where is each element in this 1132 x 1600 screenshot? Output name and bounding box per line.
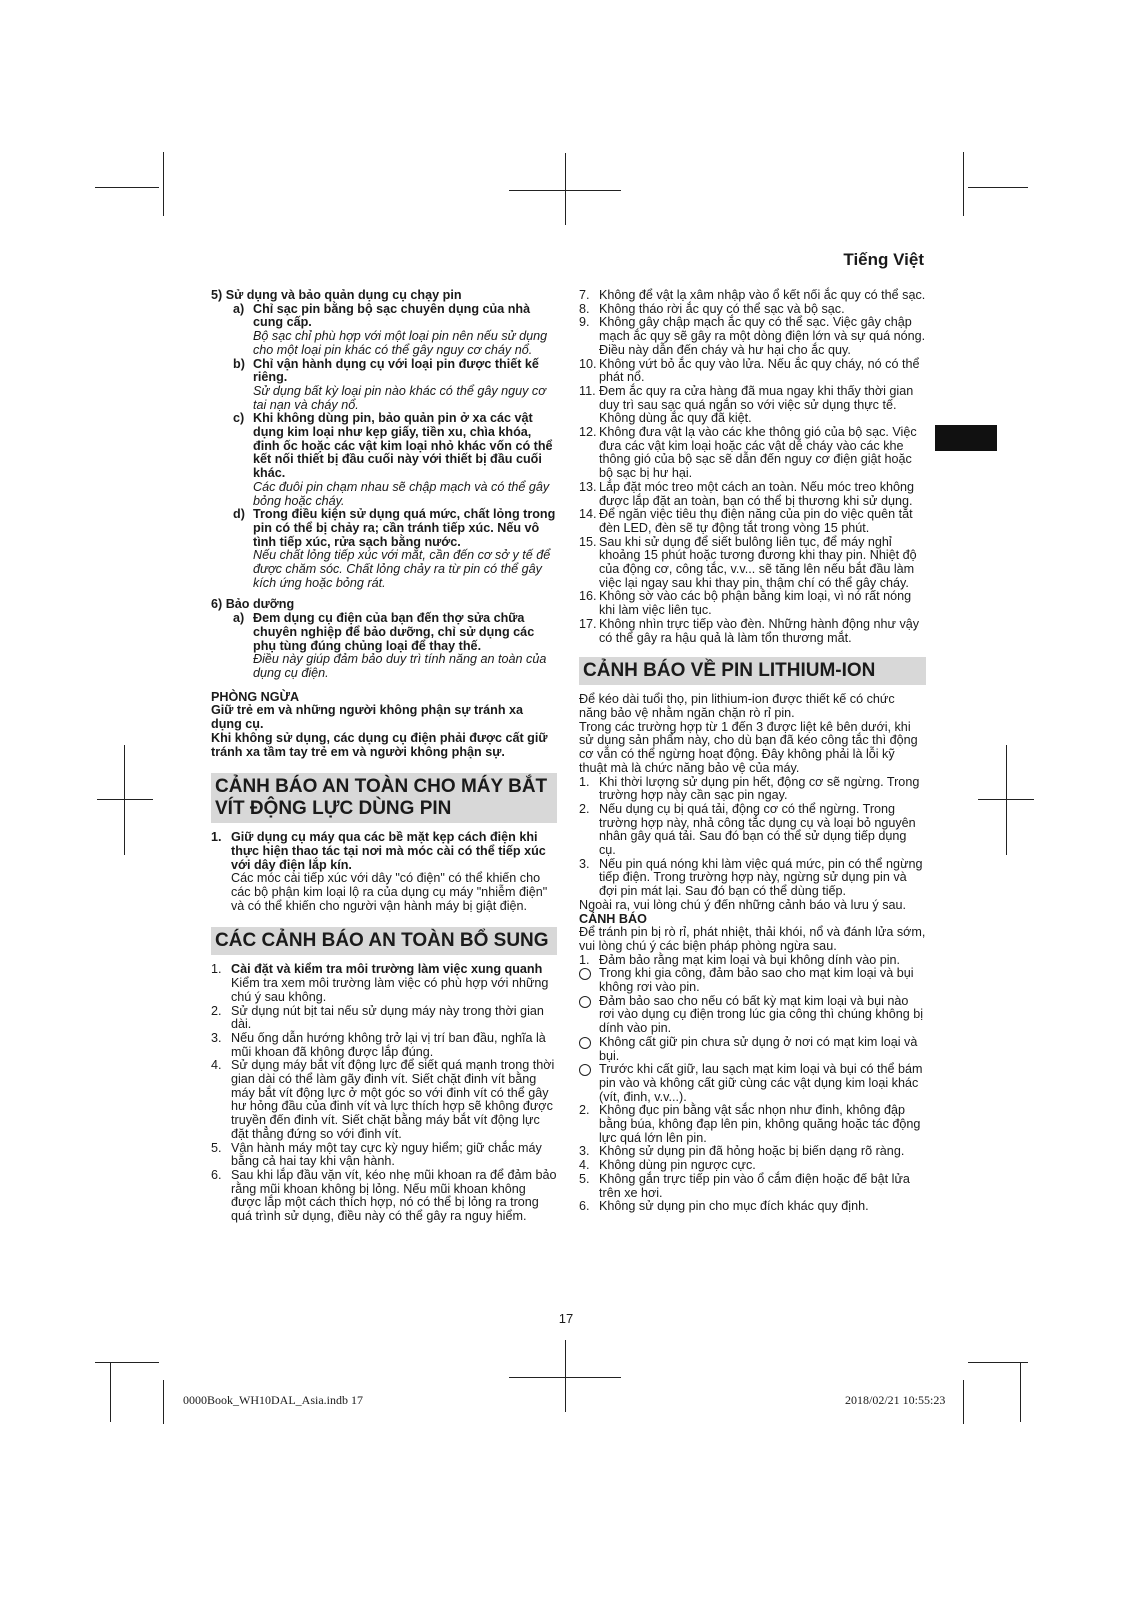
item-5d: d) Trong điều kiện sử dụng quá mức, chất lỏng trong pin có thể bị chảy ra; cần tránh tiếp xúc. Nếu vô tình tiếp xúc, rửa sạch bằng nước. Nếu chất lỏng tiếp xúc với mắt, cần đến cơ sở y tế để được chăm sóc. Chất lỏng chảy ra từ pin có thể gây kích ứng hoặc bỏng rát.	[233, 507, 556, 590]
safety-list-continued	[579, 289, 926, 645]
list-item: 13. Lắp đặt móc treo một cách an toàn. Nếu móc treo không được lắp đặt an toàn, bạn có thể bị thương khi sử dụng.	[579, 479, 915, 508]
left-column	[211, 289, 557, 1224]
item-5a: a) Chỉ sạc pin bằng bộ sạc chuyên dụng của nhà cung cấp. Bộ sạc chỉ phù hợp với một loại pin nên nếu sử dụng cho một loại pin khác có thể gây nguy cơ cháy nổ.	[233, 301, 548, 357]
crop-mark	[1020, 1362, 1021, 1422]
list-item: 5. Không gắn trực tiếp pin vào ổ cắm điện hoặc đế bật lửa trên xe hơi.	[579, 1171, 910, 1200]
item-5c: c) Khi không dùng pin, bảo quản pin ở xa các vật dụng kim loại như kẹp giấy, tiền xu, chìa khóa, đinh ốc hoặc các vật kim loại nhỏ khác vốn có thể kết nối thiết bị đầu cuối này với thiết bị đầu cuối khác. Các đuôi pin chạm nhau sẽ chập mạch và có thể gây bỏng hoặc cháy.	[233, 411, 553, 508]
list-item: 5. Vận hành máy một tay cực kỳ nguy hiểm; giữ chắc máy bằng cả hai tay khi vận hành.	[211, 1140, 542, 1169]
registration-mark	[565, 1340, 566, 1412]
list-item: 10. Không vứt bỏ ắc quy vào lửa. Nếu ắc quy cháy, nó có thể phát nổ.	[579, 356, 920, 385]
warning-title: CẢNH BÁO	[579, 911, 647, 926]
list-item: 6. Không sử dụng pin cho mục đích khác quy định.	[579, 1199, 869, 1214]
thumb-index-tab	[935, 425, 997, 451]
crop-mark	[163, 1380, 164, 1424]
circle-bullet-item: Đảm bảo sao cho nếu có bất kỳ mạt kim loại và bụi nào rơi vào dụng cụ điện trong lúc gia công thì chúng không bị dính vào pin.	[579, 995, 926, 1036]
warning-intro: Để tránh pin bị rò rỉ, phát nhiệt, thải khói, nổ và đánh lửa sớm, vui lòng chú ý các biện pháp phòng ngừa sau.	[579, 925, 926, 953]
list-item: 2. Không đục pin bằng vật sắc nhọn như đinh, không đập bằng búa, không đạp lên pin, không quăng hoặc tác động lực quá lớn lên pin.	[579, 1103, 921, 1145]
screwdriver-item-1: 1. Giữ dụng cụ máy qua các bề mặt kẹp cách điện khi thực hiện thao tác tại nơi mà móc cài có thể tiếp xúc với dây điện lắp kín. Các móc cài tiếp xúc với dây "có điện" có thể khiến cho các bộ phận kim loại lộ ra của dụng cụ máy "nhiễm điện" và có thể khiến cho người vận hành máy bị giật điện.	[211, 830, 548, 913]
circle-bullet-item: Trước khi cất giữ, lau sạch mạt kim loại và bụi có thể bám pin vào và không cất giữ cùng các vật dụng kim loại khác (vít, đinh, v.v...).	[579, 1063, 926, 1104]
list-item: 2. Nếu dụng cụ bị quá tải, động cơ có thể ngừng. Trong trường hợp này, nhả công tắc dụng cụ và loại bỏ nguyên nhân gây quá tải. Sau đó bạn có thể sử dụng tiếp dụng cụ.	[579, 801, 916, 858]
circle-bullet-icon	[579, 968, 591, 980]
circle-bullet-icon	[579, 996, 591, 1008]
circle-bullet-item: Không cất giữ pin chưa sử dụng ở nơi có mạt kim loại và bụi.	[579, 1036, 926, 1063]
registration-mark	[509, 190, 621, 191]
list-item: 6. Sau khi lắp đầu vặn vít, kéo nhẹ mũi khoan ra để đảm bảo rằng mũi khoan không bị lỏng. Nếu mũi khoan không được lắp một cách thích hợp, nó có thể bị lỏng ra trong quá trình sử dụng, điều này có thể gây ra nguy hiểm.	[211, 1167, 557, 1224]
lithium-note: Ngoài ra, vui lòng chú ý đến những cảnh báo và lưu ý sau.	[579, 897, 907, 912]
footer-file: 0000Book_WH10DAL_Asia.indb 17	[183, 1393, 363, 1407]
registration-mark	[124, 745, 125, 855]
page-number: 17	[558, 1311, 574, 1326]
list-item: 8. Không tháo rời ắc quy có thể sạc và bộ sạc.	[579, 301, 845, 316]
crop-mark	[963, 1380, 964, 1424]
registration-mark	[509, 1377, 621, 1378]
crop-mark	[95, 1362, 159, 1363]
lithium-intro-1: Để kéo dài tuổi thọ, pin lithium-ion được thiết kế có chức năng bảo vệ nhằm ngăn chặn rò rỉ pin.	[579, 692, 895, 720]
heading-additional-safety: CÁC CẢNH BÁO AN TOÀN BỔ SUNG	[211, 927, 557, 955]
list-item: 12. Không đưa vật lạ vào các khe thông gió của bộ sạc. Việc đưa các vật kim loại hoặc các vật dễ cháy vào các khe thông gió của bộ sạc sẽ dẫn đến nguy cơ điện giật hoặc bộ sạc bị hư hại.	[579, 425, 917, 481]
warning-circle-list	[579, 967, 926, 1104]
crop-mark	[963, 152, 964, 216]
precaution-text-2: Khi không sử dụng, các dụng cụ điện phải được cất giữ tránh xa tầm tay trẻ em và người không phận sự.	[211, 730, 548, 759]
crop-mark	[95, 187, 159, 188]
circle-bullet-icon	[579, 1064, 591, 1076]
footer-timestamp: 2018/02/21 10:55:23	[845, 1393, 946, 1407]
section-5-title: 5) Sử dụng và bảo quản dụng cụ chạy pin	[211, 288, 462, 302]
list-item: 17. Không nhìn trực tiếp vào đèn. Những hành động như vậy có thể gây ra hậu quả là làm tổn thương mắt.	[579, 616, 920, 645]
right-column	[579, 289, 926, 1214]
precaution-title: PHÒNG NGỪA	[211, 689, 300, 704]
lithium-intro-2: Trong các trường hợp từ 1 đến 3 được liệt kê bên dưới, khi sử dụng sản phẩm này, cho dù bạn đã kéo công tắc thì động cơ vẫn có thể ngừng hoạt động. Đây không phải là lỗi kỹ thuật mà là chức năng bảo vệ của máy.	[579, 719, 918, 775]
list-item: 7. Không để vật lạ xâm nhập vào ổ kết nối ắc quy có thể sạc.	[579, 288, 926, 302]
list-item: 14. Để ngăn việc tiêu thụ điện năng của pin do việc quên tắt đèn LED, đèn sẽ tự động tắt trong vòng 15 phút.	[579, 507, 913, 535]
crop-mark	[163, 152, 164, 216]
circle-bullet-item: Trong khi gia công, đảm bảo sao cho mạt kim loại và bụi không rơi vào pin.	[579, 967, 926, 994]
list-item: 4. Sử dụng máy bắt vít động lực để siết quá mạnh trong thời gian dài có thể làm gãy đinh vít. Siết chặt đinh vít bằng máy bắt vít động lực ở một góc so với đinh vít có thể gây hư hỏng đầu của đinh vít và lực thích hợp sẽ không được truyền đến đinh vít. Siết chặt bằng máy bắt vít động lực đặt thẳng đứng so với đinh vít.	[211, 1058, 555, 1141]
crop-mark	[968, 187, 1028, 188]
list-item: 3. Nếu ống dẫn hướng không trở lại vị trí ban đầu, nghĩa là mũi khoan đã không được lắp đúng.	[211, 1030, 546, 1059]
registration-mark	[97, 799, 153, 800]
list-item: 1. Khi thời lượng sử dụng pin hết, động cơ sẽ ngừng. Trong trường hợp này cần sạc pin ngay.	[579, 774, 920, 803]
registration-mark	[978, 799, 1034, 800]
list-item: 16. Không sờ vào các bộ phận bằng kim loại, vì nó rất nóng khi làm việc liên tục.	[579, 589, 912, 618]
list-item: 15. Sau khi sử dụng để siết bulông liên tục, để máy nghỉ khoảng 15 phút hoặc tương đương khi thay pin. Nhiệt độ của động cơ, công tắc, v.v... sẽ tăng lên nếu bắt đầu làm việc lại ngay sau khi thay pin, thậm chí có thể gây cháy.	[579, 534, 917, 590]
list-item: 3. Nếu pin quá nóng khi làm việc quá mức, pin có thể ngừng tiếp điện. Trong trường hợp này, ngừng sử dụng pin và đợi pin mát lại. Sau đó bạn có thể dùng tiếp.	[579, 856, 923, 899]
precaution-text-1: Giữ trẻ em và những người không phận sự tránh xa dụng cụ.	[211, 703, 524, 732]
list-item: 3. Không sử dụng pin đã hỏng hoặc bị biến dạng rõ ràng.	[579, 1144, 905, 1159]
crop-mark	[968, 1362, 1028, 1363]
warning-item-1: 1. Đảm bảo rằng mạt kim loại và bụi không dính vào pin.	[579, 952, 901, 967]
circle-bullet-icon	[579, 1037, 591, 1049]
heading-screwdriver-safety: CẢNH BÁO AN TOÀN CHO MÁY BẮT VÍT ĐỘNG LỰC DÙNG PIN	[211, 773, 557, 823]
warning-list	[579, 1104, 926, 1214]
section-6-title: 6) Bảo dưỡng	[211, 597, 295, 612]
heading-lithium-ion-warning: CẢNH BÁO VỀ PIN LITHIUM-ION	[579, 657, 926, 685]
crop-mark	[110, 1362, 111, 1422]
registration-mark	[565, 153, 566, 225]
item-5b: b) Chỉ vận hành dụng cụ với loại pin được thiết kế riêng. Sử dụng bất kỳ loại pin nào khác có thể gây nguy cơ tai nạn và cháy nổ.	[233, 356, 546, 412]
lithium-cases-list	[579, 776, 926, 899]
registration-mark	[1006, 745, 1007, 855]
language-header: Tiếng Việt	[843, 250, 924, 269]
list-item: 1. Cài đặt và kiểm tra môi trường làm việc xung quanh Kiểm tra xem môi trường làm việc có phù hợp với những chú ý sau không.	[211, 962, 549, 1004]
list-item: 9. Không gây chập mạch ắc quy có thể sạc. Việc gây chập mạch ắc quy sẽ gây ra một dòng điện lớn và sự quá nóng. Điều này dẫn đến cháy và hư hại cho ắc quy.	[579, 315, 926, 357]
list-item: 2. Sử dụng nút bịt tai nếu sử dụng máy này trong thời gian dài.	[211, 1003, 544, 1032]
additional-safety-list	[211, 963, 557, 1223]
list-item: 4. Không dùng pin ngược cực.	[579, 1158, 756, 1173]
list-item: 11. Đem ắc quy ra cửa hàng đã mua ngay khi thấy thời gian duy trì sau sạc quá ngắn so với việc sử dụng thực tế. Không dùng ắc quy đã kiệt.	[579, 383, 914, 426]
item-6a: a) Đem dụng cụ điện của bạn đến thợ sửa chữa chuyên nghiệp để bảo dưỡng, chỉ sử dụng các phụ tùng đúng chủng loại để thay thế. Điều này giúp đảm bảo duy trì tính năng an toàn của dụng cụ điện.	[233, 611, 547, 680]
